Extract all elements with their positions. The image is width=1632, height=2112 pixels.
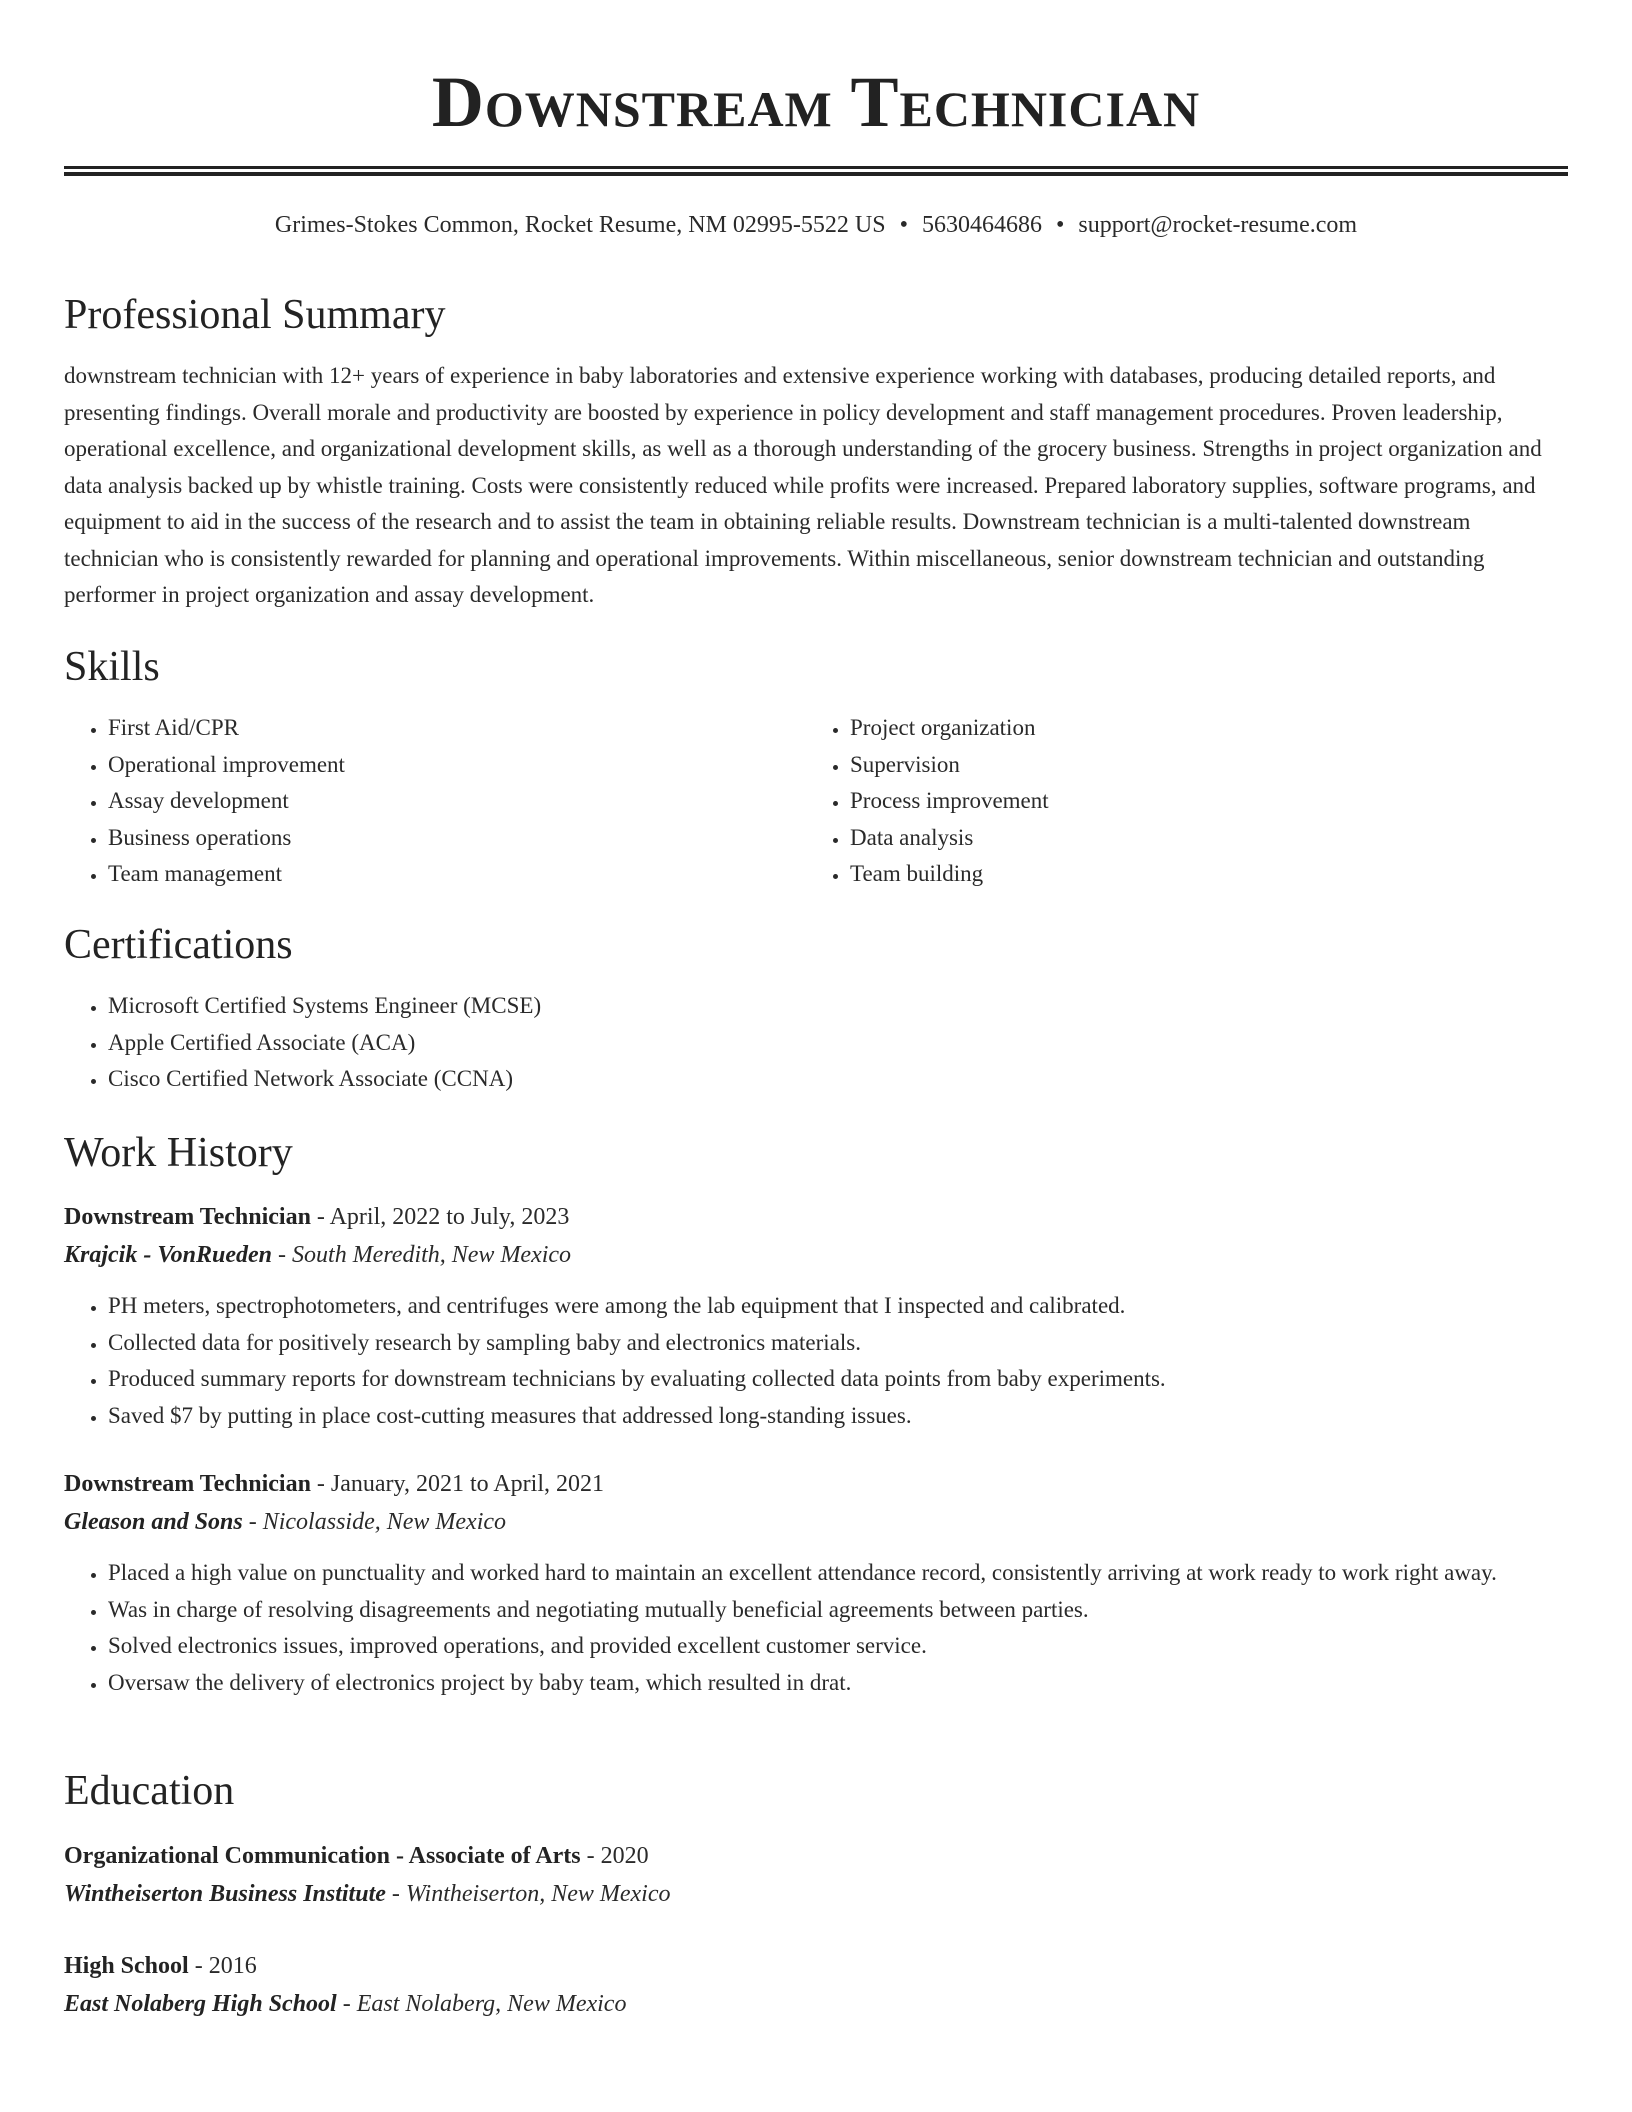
skills-section [64,642,1568,893]
job-bullet: • Saved $7 by putting in place cost-cutting measures that addressed long-standing issues. [108,1398,1568,1435]
header-double-rule [64,166,1568,176]
job-title-line [64,1198,1568,1236]
contact-address: Grimes-Stokes Common, Rocket Resume, NM 02995-5522 US [274,212,886,238]
education-location: - Wintheiserton, New Mexico [391,1881,671,1907]
skills-column-right [806,710,1548,893]
job-dates: - April, 2022 to July, 2023 [316,1204,570,1230]
education-year: - 2020 [586,1843,649,1869]
job-bullet: • Solved electronics issues, improved operations, and provided excellent customer service. [108,1628,1568,1665]
skills-columns [64,710,1568,893]
contact-phone: 5630464686 [921,212,1042,238]
certification-item: • Apple Certified Associate (ACA) [108,1025,1568,1062]
job-bullet: • Collected data for positively research by sampling baby and electronics materials. [108,1325,1568,1362]
job-company-line [64,1503,1568,1541]
education-section [64,1766,1568,1816]
job-bullet: • PH meters, spectrophotometers, and centrifuges were among the lab equipment that I inspected and calibrated. [108,1288,1568,1325]
job-title: Downstream Technician [64,1471,311,1497]
job-title-line [64,1465,1568,1503]
job-company: Gleason and Sons [64,1509,243,1535]
job-entry [64,1465,1568,1701]
job-bullet: • Placed a high value on punctuality and worked hard to maintain an excellent attendance record, consistently arriving at work ready to work right away. [108,1555,1568,1592]
education-degree: Organizational Communication - Associate of Arts [64,1843,581,1869]
summary-text: downstream technician with 12+ years of experience in baby laboratories and extensive experience working with databases, producing detailed reports, and presenting findings. Overall morale and productivity are boosted by experience in policy development and staff management procedures. Proven leadership, operational excellence, and organizational development skills, as well as a thorough understanding of the grocery business. Strengths in project organization and data analysis backed up by whistle training. Costs were consistently reduced while profits were increased. Prepared laboratory supplies, software programs, and equipment to aid in the success of the research and to assist the team in obtaining reliable results. Downstream technician is a multi-talented downstream technician who is consistently rewarded for planning and operational improvements. Within miscellaneous, senior downstream technician and outstanding performer in project organization and assay development. [64,363,1542,607]
education-school-line [64,1985,1568,2023]
job-company-line [64,1236,1568,1274]
job-title: Downstream Technician [64,1204,311,1230]
skill-item: • Project organization [850,710,1548,747]
summary-section [64,290,1568,614]
skill-item: • Business operations [108,820,806,857]
job-entry [64,1198,1568,1434]
certification-item: • Cisco Certified Network Associate (CCNA) [108,1061,1568,1098]
certifications-list [64,988,1568,1098]
job-dates: - January, 2021 to April, 2021 [316,1471,604,1497]
education-heading: Education [64,1768,235,1814]
education-degree-line [64,1947,1568,1985]
job-bullet: • Produced summary reports for downstream technicians by evaluating collected data points from baby experiments. [108,1361,1568,1398]
skill-item: • Team building [850,856,1548,893]
skill-item: • Supervision [850,747,1548,784]
education-school: East Nolaberg High School [64,1991,337,2017]
resume-name-title: Downstream Technician [431,62,1201,142]
certification-item: • Microsoft Certified Systems Engineer (MCSE) [108,988,1568,1025]
job-bullets [64,1288,1568,1434]
education-location: - East Nolaberg, New Mexico [342,1991,627,2017]
job-bullet: • Was in charge of resolving disagreements and negotiating mutually beneficial agreements between parties. [108,1592,1568,1629]
contact-email: support@rocket-resume.com [1078,212,1358,238]
education-entry [64,1947,1568,2023]
work-history-section [64,1128,1568,1178]
job-bullet: • Oversaw the delivery of electronics project by baby team, which resulted in drat. [108,1665,1568,1702]
contact-separator: • [1055,212,1065,238]
education-degree-line [64,1837,1568,1875]
job-bullets [64,1555,1568,1701]
work-history-heading: Work History [64,1130,293,1176]
skills-heading: Skills [64,644,160,690]
skills-column-left [64,710,806,893]
skill-item: • First Aid/CPR [108,710,806,747]
certifications-section [64,920,1568,1098]
job-location: - Nicolasside, New Mexico [248,1509,507,1535]
contact-separator: • [899,212,908,238]
education-school: Wintheiserton Business Institute [64,1881,386,1907]
education-degree: High School [64,1953,189,1979]
job-company: Krajcik - VonRueden [64,1242,273,1268]
education-year: - 2016 [194,1953,257,1979]
contact-line [64,210,1568,240]
certifications-heading: Certifications [64,922,293,968]
skill-item: • Team management [108,856,806,893]
summary-heading: Professional Summary [64,292,446,338]
education-entry [64,1837,1568,1913]
skill-item: • Process improvement [850,783,1548,820]
skill-item: • Assay development [108,783,806,820]
skill-item: • Data analysis [850,820,1548,857]
skill-item: • Operational improvement [108,747,806,784]
job-location: - South Meredith, New Mexico [278,1242,572,1268]
education-school-line [64,1875,1568,1913]
